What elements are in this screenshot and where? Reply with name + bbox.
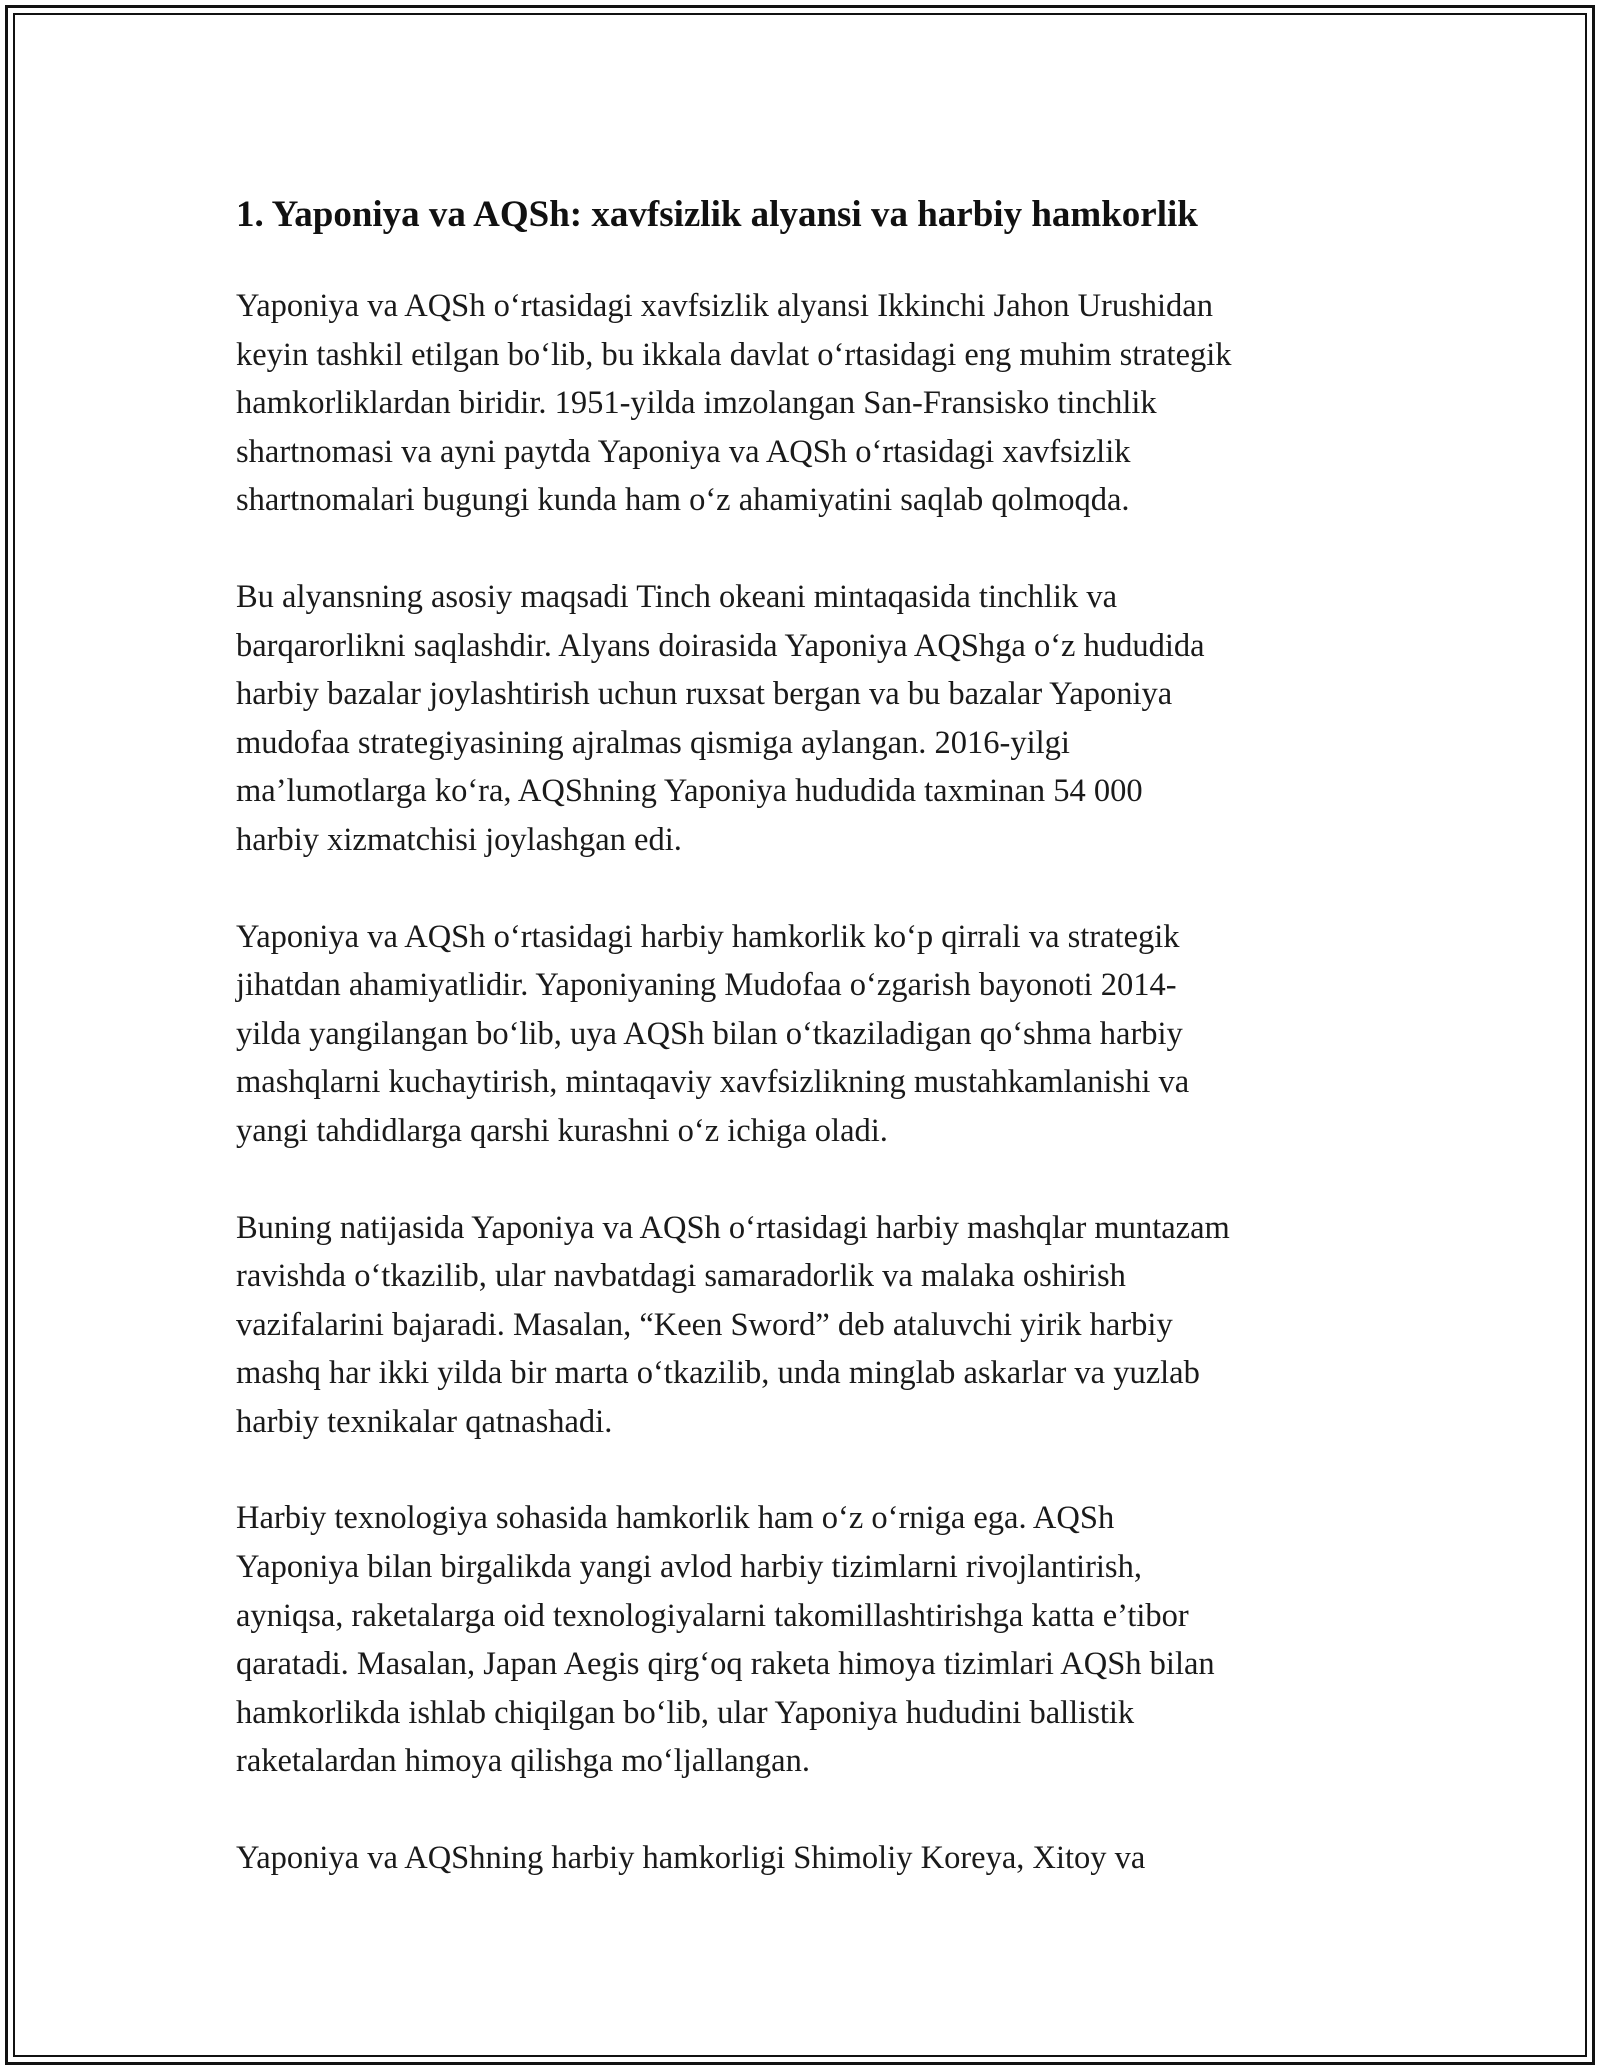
paragraph-4 [236,1204,1396,1447]
text-line: jihatdan ahamiyatlidir. Yaponiyaning Mudofaa o‘zgarish bayonoti 2014- [236,967,1177,1004]
text-line: harbiy bazalar joylashtirish uchun ruxsat bergan va bu bazalar Yaponiya [236,676,1173,713]
text-line: qaratadi. Masalan, Japan Aegis qirg‘oq raketa himoya tizimlari AQSh bilan [236,1646,1215,1683]
text-line: mashqlarni kuchaytirish, mintaqaviy xavfsizlikning mustahkamlanishi va [236,1064,1190,1101]
text-line: hamkorliklardan biridir. 1951-yilda imzolangan San-Fransisko tinchlik [236,385,1157,422]
text-line: mashq har ikki yilda bir marta o‘tkazilib, unda minglab askarlar va yuzlab [236,1355,1200,1392]
section-heading: 1. Yaponiya va AQSh: xavfsizlik alyansi va harbiy hamkorlik [236,194,1198,235]
document-page [236,180,1396,1931]
text-line: harbiy texnikalar qatnashadi. [236,1403,613,1440]
text-line: yangi tahdidlarga qarshi kurashni o‘z ichiga oladi. [236,1112,888,1149]
text-line: vazifalarini bajaradi. Masalan, “Keen Sword” deb ataluvchi yirik harbiy [236,1306,1173,1343]
text-line: Yaponiya va AQShning harbiy hamkorligi Shimoliy Koreya, Xitoy va [236,1840,1146,1877]
text-line: Harbiy texnologiya sohasida hamkorlik ham o‘z o‘rniga ega. AQSh [236,1500,1115,1537]
paragraph-2 [236,573,1396,865]
text-line: ma’lumotlarga ko‘ra, AQShning Yaponiya hududida taxminan 54 000 [236,773,1143,810]
text-line: barqarorlikni saqlashdir. Alyans doirasida Yaponiya AQShga o‘z hududida [236,627,1205,664]
text-line: hamkorlikda ishlab chiqilgan bo‘lib, ular Yaponiya hududini ballistik [236,1694,1135,1731]
text-line: yilda yangilangan bo‘lib, uya AQSh bilan o‘tkaziladigan qo‘shma harbiy [236,1015,1183,1052]
text-line: shartnomasi va ayni paytda Yaponiya va AQSh o‘rtasidagi xavfsizlik [236,433,1131,470]
text-line: Buning natijasida Yaponiya va AQSh o‘rtasidagi harbiy mashqlar muntazam [236,1209,1230,1246]
text-line: Yaponiya bilan birgalikda yangi avlod harbiy tizimlarni rivojlantirish, [236,1549,1142,1586]
text-line: raketalardan himoya qilishga mo‘ljallangan. [236,1743,810,1780]
text-line: mudofaa strategiyasining ajralmas qismiga aylangan. 2016-yilgi [236,724,1070,761]
text-line: Bu alyansning asosiy maqsadi Tinch okeani mintaqasida tinchlik va [236,578,1118,615]
paragraph-1 [236,282,1396,525]
text-line: keyin tashkil etilgan bo‘lib, bu ikkala davlat o‘rtasidagi eng muhim strategik [236,336,1232,373]
text-line: ayniqsa, raketalarga oid texnologiyalarni takomillashtirishga katta e’tibor [236,1597,1189,1634]
text-line: shartnomalari bugungi kunda ham o‘z ahamiyatini saqlab qolmoqda. [236,482,1130,519]
paragraph-6 [236,1834,1396,1883]
text-line: Yaponiya va AQSh o‘rtasidagi harbiy hamkorlik ko‘p qirrali va strategik [236,918,1180,955]
paragraph-5 [236,1494,1396,1786]
text-line: harbiy xizmatchisi joylashgan edi. [236,821,682,858]
text-line: ravishda o‘tkazilib, ular navbatdagi samaradorlik va malaka oshirish [236,1258,1126,1295]
text-line: Yaponiya va AQSh o‘rtasidagi xavfsizlik alyansi Ikkinchi Jahon Urushidan [236,288,1213,324]
paragraph-3 [236,913,1396,1156]
